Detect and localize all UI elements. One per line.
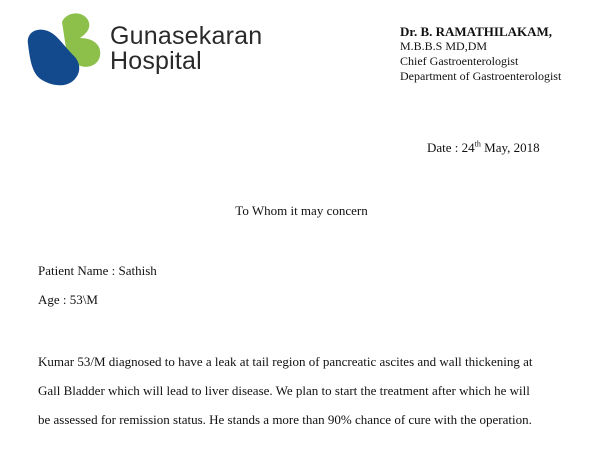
date-ordinal-suffix: th bbox=[474, 139, 481, 149]
date-label: Date : 24 bbox=[427, 140, 475, 155]
letter-body bbox=[38, 347, 583, 434]
body-line: Gall Bladder which will lead to liver disease. We plan to start the treatment after which he will bbox=[38, 383, 530, 398]
body-line: be assessed for remission status. He stands a more than 90% chance of cure with the operation. bbox=[38, 412, 532, 427]
hospital-logo-icon bbox=[22, 10, 104, 90]
doctor-department: Department of Gastroenterologist bbox=[400, 69, 562, 83]
date-rest: May, 2018 bbox=[480, 140, 540, 155]
hospital-name-line2: Hospital bbox=[110, 47, 202, 75]
letter-date bbox=[427, 140, 540, 156]
doctor-title: Chief Gastroenterologist bbox=[400, 54, 519, 68]
patient-name: Patient Name : Sathish bbox=[38, 263, 157, 278]
salutation: To Whom it may concern bbox=[235, 203, 368, 218]
doctor-name: Dr. B. RAMATHILAKAM, bbox=[400, 24, 553, 39]
hospital-name-line1: Gunasekaran bbox=[110, 22, 263, 50]
doctor-qualification: M.B.B.S MD,DM bbox=[400, 39, 488, 53]
hospital-name bbox=[110, 24, 262, 74]
patient-age: Age : 53\M bbox=[38, 292, 98, 307]
doctor-details bbox=[400, 24, 561, 84]
body-line: Kumar 53/M diagnosed to have a leak at tail region of pancreatic ascites and wall thickening at bbox=[38, 354, 533, 369]
